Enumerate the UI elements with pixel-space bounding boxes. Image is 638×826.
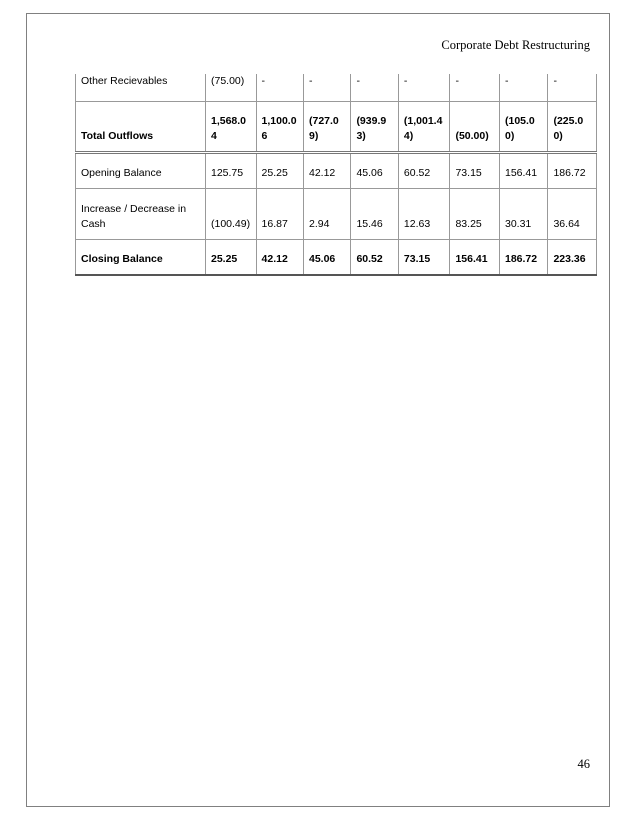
- table-cell: (75.00): [205, 74, 256, 102]
- table-cell: -: [398, 74, 450, 102]
- table-cell: (50.00): [450, 102, 500, 153]
- table-row: [76, 153, 597, 189]
- table-cell: -: [256, 74, 303, 102]
- table-cell: 73.15: [450, 153, 500, 189]
- table-cell: 42.12: [256, 240, 303, 276]
- table-cell: -: [351, 74, 398, 102]
- table-row: [76, 74, 597, 102]
- table-cell: 125.75: [205, 153, 256, 189]
- table-cell: 1,568.04: [205, 102, 256, 153]
- table-cell: 1,100.06: [256, 102, 303, 153]
- table-row: [76, 102, 597, 153]
- table-cell: 30.31: [499, 189, 547, 240]
- table-cell: 15.46: [351, 189, 398, 240]
- table-row: [76, 189, 597, 240]
- running-header: Corporate Debt Restructuring: [441, 38, 590, 52]
- table-cell: 60.52: [398, 153, 450, 189]
- table-cell: (727.09): [303, 102, 350, 153]
- row-label: Total Outflows: [76, 102, 206, 153]
- table-cell: 12.63: [398, 189, 450, 240]
- row-label: Closing Balance: [76, 240, 206, 276]
- table-cell: 36.64: [548, 189, 597, 240]
- table-cell: -: [450, 74, 500, 102]
- table-cell: -: [548, 74, 597, 102]
- table-cell: 223.36: [548, 240, 597, 276]
- table-cell: 156.41: [499, 153, 547, 189]
- cash-flow-table: [75, 74, 597, 276]
- table-cell: (225.00): [548, 102, 597, 153]
- table-cell: (100.49): [205, 189, 256, 240]
- row-label: Opening Balance: [76, 153, 206, 189]
- table-cell: 186.72: [548, 153, 597, 189]
- table-cell: (105.00): [499, 102, 547, 153]
- row-label: Other Recievables: [76, 74, 206, 102]
- table-cell: 25.25: [256, 153, 303, 189]
- table-cell: 16.87: [256, 189, 303, 240]
- table-cell: 2.94: [303, 189, 350, 240]
- table-cell: 186.72: [499, 240, 547, 276]
- table-cell: 73.15: [398, 240, 450, 276]
- table-cell: (1,001.44): [398, 102, 450, 153]
- page-number: 46: [577, 757, 590, 771]
- table-cell: 45.06: [303, 240, 350, 276]
- table-cell: 45.06: [351, 153, 398, 189]
- table-cell: 25.25: [205, 240, 256, 276]
- document-page: [26, 13, 610, 807]
- row-label: Increase / Decrease in Cash: [76, 189, 206, 240]
- table-cell: (939.93): [351, 102, 398, 153]
- table-cell: 156.41: [450, 240, 500, 276]
- table-cell: -: [303, 74, 350, 102]
- table-cell: -: [499, 74, 547, 102]
- table-cell: 42.12: [303, 153, 350, 189]
- table-row: [76, 240, 597, 276]
- table-cell: 60.52: [351, 240, 398, 276]
- table-cell: 83.25: [450, 189, 500, 240]
